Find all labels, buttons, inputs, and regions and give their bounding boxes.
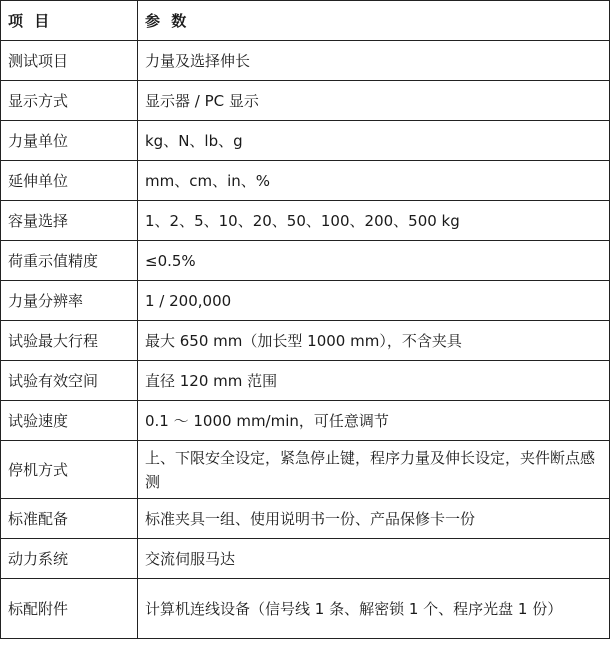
row-item: 力量分辨率 bbox=[1, 281, 138, 321]
row-item: 试验速度 bbox=[1, 401, 138, 441]
row-item: 停机方式 bbox=[1, 441, 138, 499]
row-param: 力量及选择伸长 bbox=[138, 41, 610, 81]
table-row bbox=[1, 81, 610, 121]
row-param: 标准夹具一组、使用说明书一份、产品保修卡一份 bbox=[138, 499, 610, 539]
row-item: 试验有效空间 bbox=[1, 361, 138, 401]
row-param: 计算机连线设备（信号线 1 条、解密锁 1 个、程序光盘 1 份） bbox=[138, 579, 610, 639]
row-param: kg、N、lb、g bbox=[138, 121, 610, 161]
table-row bbox=[1, 321, 610, 361]
table-row bbox=[1, 201, 610, 241]
table-row bbox=[1, 579, 610, 639]
row-param: 直径 120 mm 范围 bbox=[138, 361, 610, 401]
row-param: ≤0.5% bbox=[138, 241, 610, 281]
row-item: 力量单位 bbox=[1, 121, 138, 161]
row-item: 显示方式 bbox=[1, 81, 138, 121]
row-item: 标准配备 bbox=[1, 499, 138, 539]
row-item: 测试项目 bbox=[1, 41, 138, 81]
table-row bbox=[1, 539, 610, 579]
row-item: 动力系统 bbox=[1, 539, 138, 579]
row-param: 1、2、5、10、20、50、100、200、500 kg bbox=[138, 201, 610, 241]
row-param: 显示器 / PC 显示 bbox=[138, 81, 610, 121]
table-row bbox=[1, 441, 610, 499]
table-row bbox=[1, 281, 610, 321]
row-item: 荷重示值精度 bbox=[1, 241, 138, 281]
header-param: 参 数 bbox=[138, 1, 610, 41]
table-row bbox=[1, 401, 610, 441]
row-param: mm、cm、in、% bbox=[138, 161, 610, 201]
row-param: 上、下限安全设定，紧急停止键，程序力量及伸长设定，夹件断点感测 bbox=[138, 441, 610, 499]
table-row bbox=[1, 361, 610, 401]
table-row bbox=[1, 161, 610, 201]
table-row bbox=[1, 499, 610, 539]
row-item: 试验最大行程 bbox=[1, 321, 138, 361]
table-row bbox=[1, 241, 610, 281]
row-param: 1 / 200,000 bbox=[138, 281, 610, 321]
table-row bbox=[1, 121, 610, 161]
header-item: 项 目 bbox=[1, 1, 138, 41]
row-item: 标配附件 bbox=[1, 579, 138, 639]
row-param: 交流伺服马达 bbox=[138, 539, 610, 579]
row-param: 最大 650 mm（加长型 1000 mm），不含夹具 bbox=[138, 321, 610, 361]
row-item: 容量选择 bbox=[1, 201, 138, 241]
row-param: 0.1 ～ 1000 mm/min，可任意调节 bbox=[138, 401, 610, 441]
row-item: 延伸单位 bbox=[1, 161, 138, 201]
table-header-row bbox=[1, 1, 610, 41]
table-row bbox=[1, 41, 610, 81]
